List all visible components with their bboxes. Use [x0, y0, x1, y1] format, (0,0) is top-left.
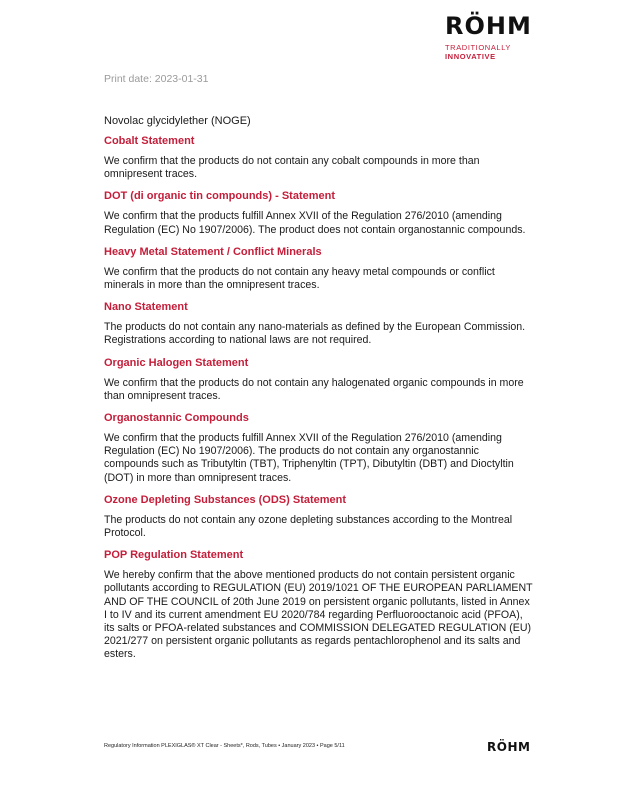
section-body: We confirm that the products fulfill Annex XVII of the Regulation 276/2010 (amending Regulation (EC) No 1907/2006). The products do not contain any organostannic compounds such as Tributyltin (TBT), Triphenyltin (TPT), Dibutyltin (DBT) and Dioctyltin (DOT) in more than omnipresent traces. — [104, 432, 514, 484]
section-title: Ozone Depleting Substances (ODS) Statement — [104, 493, 347, 506]
footer-logo: RÖHM — [487, 740, 531, 754]
section-body: We confirm that the products do not contain any heavy metal compounds or conflict minerals in more than the omnipresent traces. — [104, 265, 495, 292]
section-dot — [104, 189, 534, 236]
section-organic-halogen — [104, 356, 534, 403]
section-title: Nano Statement — [104, 301, 188, 314]
section-body: We confirm that the products do not contain any halogenated organic compounds in more than omnipresent traces. — [104, 376, 524, 402]
section-title: Organic Halogen Statement — [104, 356, 249, 369]
print-date: Print date: 2023-01-31 — [104, 73, 209, 85]
section-title: Cobalt Statement — [104, 135, 195, 147]
roehm-logo — [445, 14, 555, 61]
section-cobalt — [104, 134, 534, 181]
section-nano — [104, 300, 534, 347]
section-body: We confirm that the products do not contain any cobalt compounds in more than omnipresent traces. — [104, 155, 480, 181]
section-body: We confirm that the products fulfill Annex XVII of the Regulation 276/2010 (amending Regulation (EC) No 1907/2006). The product does not contain organostannic compounds. — [104, 210, 526, 236]
logo-tagline-traditionally: TRADITIONALLY — [445, 43, 512, 52]
section-organostannic — [104, 411, 534, 485]
section-title: POP Regulation Statement — [104, 549, 244, 562]
section-body: The products do not contain any nano-materials as defined by the European Commission. Registrations according to national laws are not required. — [104, 321, 526, 347]
section-title: Heavy Metal Statement / Conflict Minerals — [104, 245, 322, 258]
section-body: We hereby confirm that the above mentioned products do not contain persistent organic pollutants according to REGULATION (EU) 2019/1021 OF THE EUROPEAN PARLIAMENT AND OF THE COUNCIL of 20th June 2019 on persistent organic pollutants, listed in Annex I to IV and its current amendment EU 2020/784 regarding Perfluorooctanoic acid (PFOA), its salts or PFOA-related substances and COMMISSION DELEGATED REGULATION (EU) 2021/277 on persistent organic pollutants as regards pentachlorophenol and its salts and esters. — [104, 569, 533, 661]
logo-wordmark: RÖHM — [445, 12, 532, 40]
logo-tagline-innovative: INNOVATIVE — [445, 52, 496, 61]
section-body: The products do not contain any ozone depleting substances according to the Montreal Protocol. — [104, 513, 513, 540]
footer-text: Regulatory Information PLEXIGLAS® XT Clear - Sheets*, Rods, Tubes • January 2023 • Page 5/11 — [104, 743, 345, 749]
section-pop — [104, 548, 534, 661]
section-title: Organostannic Compounds — [104, 412, 249, 425]
document-body — [104, 114, 534, 670]
substance-name: Novolac glycidylether (NOGE) — [104, 115, 251, 127]
section-heavy-metal — [104, 245, 534, 292]
section-ods — [104, 493, 534, 540]
section-title: DOT (di organic tin compounds) - Statement — [104, 190, 335, 203]
